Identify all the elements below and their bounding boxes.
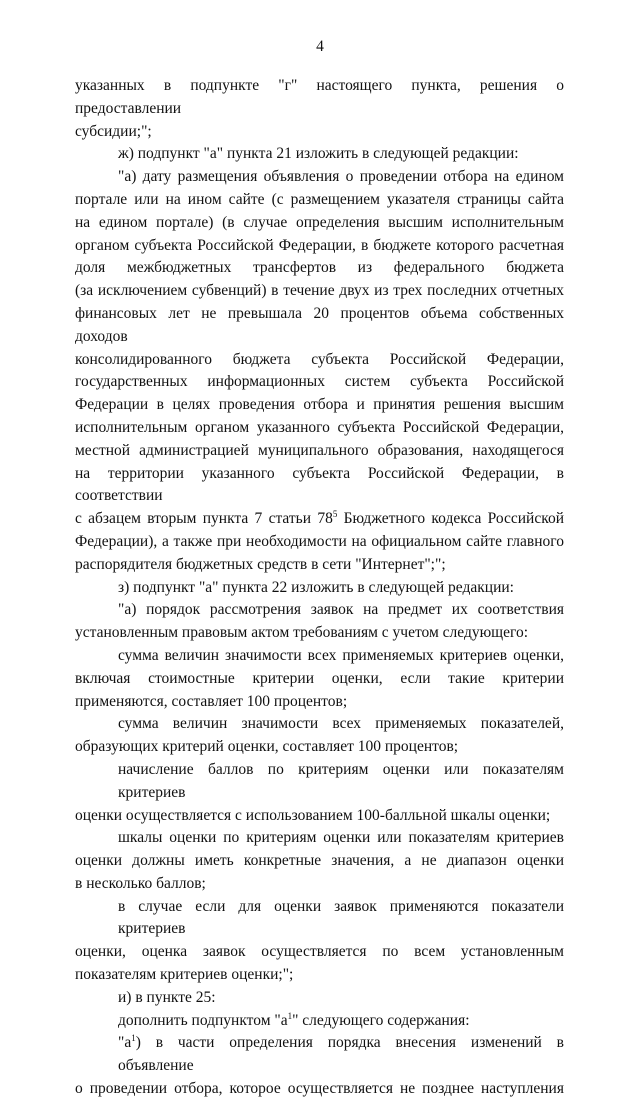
text-line: в несколько баллов; [75, 874, 206, 892]
document-body [75, 75, 564, 1101]
paragraph-p10 [75, 896, 564, 987]
text-line: сумма величин значимости всех применяемых критериев оценки, [118, 646, 564, 664]
text-line: начисление баллов по критериям оценки или показателям критериев [118, 760, 564, 801]
text-line: указанных в подпункте "г" настоящего пункта, решения о предоставлении [75, 77, 564, 117]
text-line: в случае если для оценки заявок применяются показатели критериев [118, 897, 564, 938]
paragraph-p12 [75, 1010, 564, 1033]
paragraph-p2 [75, 143, 564, 166]
page-number: 4 [316, 38, 324, 55]
text-line: консолидированного бюджета субъекта Российской Федерации, [75, 350, 564, 368]
text-line: дополнить подпунктом "$а^1$" следующего содержания: [118, 1010, 470, 1029]
text-line: и) в пункте 25: [118, 988, 216, 1006]
text-line: Федерации), а также при необходимости на официальном сайте главного [75, 532, 564, 550]
text-line: оценки, оценка заявок осуществляется по всем установленным [75, 943, 564, 961]
text-line: доля межбюджетных трансфертов из федерального бюджета [75, 259, 564, 277]
paragraph-p8 [75, 759, 564, 827]
paragraph-p4 [75, 577, 564, 600]
paragraph-p7 [75, 713, 564, 759]
text-line: "а) дату размещения объявления о проведении отбора на едином [118, 168, 564, 186]
text-line: включая стоимостные критерии оценки, если такие критерии [75, 669, 564, 687]
text-line: на территории указанного субъекта Российской Федерации, в соответствии [75, 464, 564, 505]
text-line: образующих критерий оценки, составляет 100 процентов; [75, 738, 459, 756]
paragraph-p1 [75, 75, 564, 143]
text-line: сумма величин значимости всех применяемых показателей, [118, 715, 564, 733]
text-line: з) подпункт "а" пункта 22 изложить в следующей редакции: [118, 578, 514, 596]
text-line: показателям критериев оценки;"; [75, 966, 294, 984]
paragraph-p11 [75, 987, 564, 1010]
paragraph-p13 [75, 1032, 564, 1100]
text-line: распорядителя бюджетных средств в сети "Интернет";"; [75, 555, 446, 573]
text-line: ж) подпункт "а" пункта 21 изложить в следующей редакции: [118, 145, 519, 163]
text-line: оценки осуществляется с использованием 100-балльной шкалы оценки; [75, 806, 551, 824]
text-line: местной администрацией муниципального образования, находящегося [75, 441, 564, 459]
text-line: "а) порядок рассмотрения заявок на предмет их соответствия [118, 601, 564, 619]
text-line: Федерации в целях проведения отбора и принятия решения высшим [75, 396, 564, 414]
text-line: портале или на ином сайте (с размещением указателя страницы сайта [75, 190, 564, 208]
text-line: шкалы оценки по критериям оценки или показателям критериев [118, 829, 564, 847]
paragraph-p5 [75, 599, 564, 645]
text-line: оценки должны иметь конкретные значения, а не диапазон оценки [75, 852, 564, 870]
text-line: субсидии;"; [75, 122, 152, 140]
text-line: применяются, составляет 100 процентов; [75, 692, 348, 710]
text-line: с абзацем вторым пункта 7 статьи $78^5$ Бюджетного кодекса Российской [75, 509, 565, 528]
text-line: финансовых лет не превышала 20 процентов объема собственных доходов [75, 304, 564, 345]
text-line: государственных информационных систем субъекта Российской [75, 373, 564, 391]
text-line: установленным правовым актом требованиям с учетом следующего: [75, 624, 529, 642]
paragraph-p3 [75, 166, 564, 576]
paragraph-p9 [75, 827, 564, 895]
text-line: на едином портале) (в случае определения высшим исполнительным [75, 213, 564, 231]
paragraph-p6 [75, 645, 564, 713]
text-line: исполнительным органом указанного субъекта Российской Федерации, [75, 418, 564, 436]
text-line: "$а^1$) в части определения порядка внесения изменений в объявление [118, 1033, 564, 1075]
text-line: органом субъекта Российской Федерации, в бюджете которого расчетная [75, 236, 564, 254]
text-line: (за исключением субвенций) в течение двух из трех последних отчетных [75, 282, 564, 300]
text-line: о проведении отбора, которое осуществляется не позднее наступления [75, 1080, 564, 1098]
